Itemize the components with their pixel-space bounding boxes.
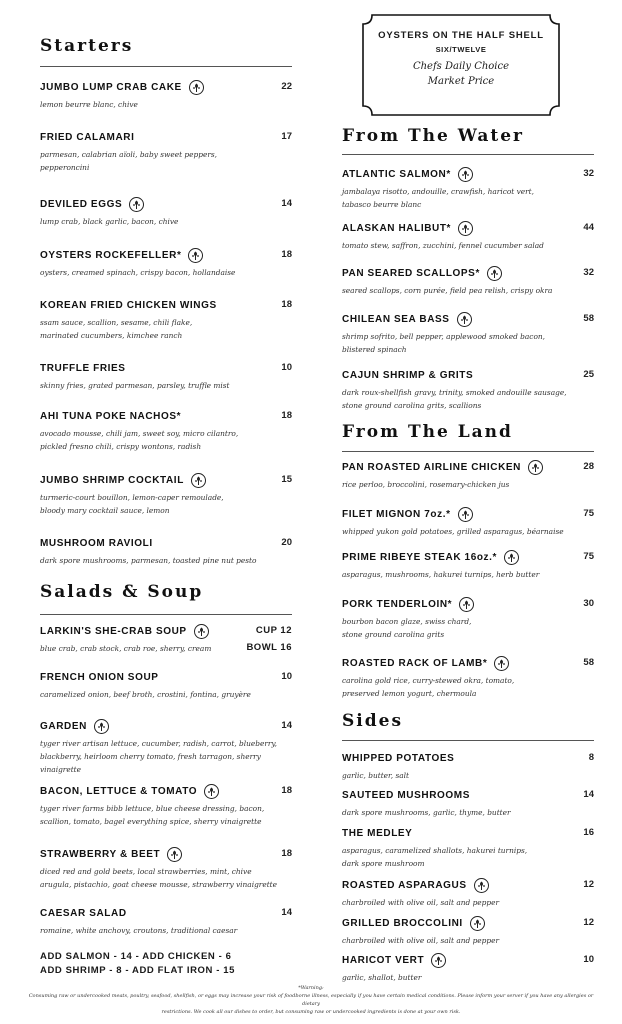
menu-item-price: 44 <box>583 222 594 233</box>
menu-item-description <box>342 934 594 947</box>
menu-item-price: 58 <box>583 657 594 668</box>
menu-item-name-text: PAN SEARED SCALLOPS* <box>342 267 480 279</box>
menu-item-description <box>342 525 594 538</box>
menu-item-description <box>342 568 594 581</box>
description-line: dark spore mushroom <box>342 859 425 868</box>
description-line: caramelized onion, beef broth, crostini, fontina, gruyère <box>40 690 251 699</box>
description-line: tabasco beurre blanc <box>342 200 422 209</box>
menu-item-name <box>342 597 594 611</box>
menu-item-name <box>342 953 594 967</box>
description-line: arugula, pistachio, goat cheese mousse, strawberry vinaigrette <box>40 880 278 889</box>
menu-item-name-text: KOREAN FRIED CHICKEN WINGS <box>40 299 217 311</box>
menu-item-description <box>342 674 594 700</box>
menu-item-name-text: JUMBO SHRIMP COCKTAIL <box>40 474 184 486</box>
menu-item-name <box>342 878 594 892</box>
menu-item-name-text: DEVILED EGGS <box>40 198 123 210</box>
warning-line: Consuming raw or undercooked meats, poultry, seafood, shellfish, or eggs may increase your risk of foodborne illness, especially if you have certain medical conditions. Please inform your server if you have any allergies or dietary <box>28 993 594 1007</box>
menu-item-name-text: LARKIN'S SHE-CRAB SOUP <box>40 625 187 637</box>
menu-item-description <box>342 896 594 909</box>
menu-item-name <box>40 80 292 94</box>
salads-divider <box>40 614 292 615</box>
water-divider <box>342 154 594 155</box>
gluten-free-icon <box>188 248 203 263</box>
menu-item <box>40 473 292 517</box>
menu-item-description <box>342 806 594 819</box>
description-line: preserved lemon yogurt, chermoula <box>342 689 477 698</box>
menu-item-price: 28 <box>583 461 594 472</box>
menu-item-name-text: ROASTED ASPARAGUS <box>342 879 467 891</box>
menu-item-price: 32 <box>583 267 594 278</box>
menu-item-description <box>40 98 292 111</box>
menu-item <box>342 953 594 984</box>
description-line: shrimp sofrito, bell pepper, applewood smoked bacon, <box>342 332 545 341</box>
menu-item-name-text: CHILEAN SEA BASS <box>342 313 450 325</box>
menu-item <box>342 751 594 782</box>
description-line: marinated cucumbers, kimchee ranch <box>40 331 183 340</box>
menu-item-price: 75 <box>583 508 594 519</box>
menu-item <box>342 312 594 356</box>
gluten-free-icon <box>504 550 519 565</box>
warning-title: *Warning: <box>298 985 324 991</box>
menu-item-name <box>342 916 594 930</box>
description-line: oysters, creamed spinach, crispy bacon, hollandaise <box>40 268 236 277</box>
description-line: carolina gold rice, curry-stewed okra, tomato, <box>342 676 515 685</box>
menu-item-price: 25 <box>583 369 594 380</box>
description-line: dark spore mushrooms, garlic, thyme, butter <box>342 808 511 817</box>
menu-item-name <box>40 719 292 733</box>
gluten-free-icon <box>470 916 485 931</box>
menu-item-name-text: TRUFFLE FRIES <box>40 362 126 374</box>
starters-divider <box>40 66 292 67</box>
gluten-free-icon <box>458 167 473 182</box>
menu-item-name-text: ROASTED RACK OF LAMB* <box>342 657 488 669</box>
menu-item-price: 20 <box>281 537 292 548</box>
menu-item-name-text: GARDEN <box>40 720 87 732</box>
menu-item-name-text: FRENCH ONION SOUP <box>40 671 159 683</box>
allergy-warning <box>20 984 602 1016</box>
menu-item-name-text: PAN ROASTED AIRLINE CHICKEN <box>342 461 521 473</box>
menu-item <box>40 670 292 701</box>
salads-title: Salads & Soup <box>40 582 204 602</box>
menu-item <box>342 788 594 819</box>
description-line: tomato stew, saffron, zucchini, fennel cucumber salad <box>342 241 544 250</box>
description-line: lemon beurre blanc, chive <box>40 100 138 109</box>
menu-item-description <box>40 554 292 567</box>
menu-item-price: 18 <box>281 410 292 421</box>
oysters-market-price: Market Price <box>427 76 495 87</box>
gluten-free-icon <box>431 953 446 968</box>
oysters-text <box>362 14 560 87</box>
menu-item-name <box>342 656 594 670</box>
gluten-free-icon <box>189 80 204 95</box>
menu-item-name-text: PRIME RIBEYE STEAK 16oz.* <box>342 551 498 563</box>
description-line: charbroiled with olive oil, salt and pepper <box>342 936 500 945</box>
menu-item-name-text: JUMBO LUMP CRAB CAKE <box>40 81 182 93</box>
description-line: pickled fresno chili, crispy wontons, radish <box>40 442 202 451</box>
menu-item <box>342 916 594 947</box>
gluten-free-icon <box>457 312 472 327</box>
menu-item-name <box>40 298 292 312</box>
menu-item-name-text: PORK TENDERLOIN* <box>342 598 453 610</box>
gluten-free-icon <box>191 473 206 488</box>
soup-cup-price: CUP 12 <box>255 625 292 636</box>
description-line: dark spore mushrooms, parmesan, toasted pine nut pesto <box>40 556 257 565</box>
description-line: dark roux-shellfish gravy, trinity, smoked andouille sausage, <box>342 388 567 397</box>
menu-item-name-text: WHIPPED POTATOES <box>342 752 455 764</box>
menu-item <box>40 361 292 392</box>
menu-item-description <box>342 239 594 252</box>
warning-line: restrictions. We cook all our dishes to order, but consuming raw or undercooked ingredients is done at your own risk. <box>161 1009 461 1015</box>
addons <box>40 950 235 978</box>
menu-item-name-text: BACON, LETTUCE & TOMATO <box>40 785 198 797</box>
menu-item-description <box>342 330 594 356</box>
sides-divider <box>342 740 594 741</box>
menu-item <box>40 248 292 279</box>
gluten-free-icon <box>129 197 144 212</box>
oysters-choice: Chefs Daily Choice <box>412 61 510 72</box>
menu-item <box>342 266 594 297</box>
gluten-free-icon <box>494 656 509 671</box>
gluten-free-icon <box>458 507 473 522</box>
description-line: asparagus, caramelized shallots, hakurei turnips, <box>342 846 528 855</box>
menu-item-description <box>40 688 292 701</box>
menu-item-name <box>40 536 292 550</box>
menu-item-name <box>40 130 292 144</box>
description-line: whipped yukon gold potatoes, grilled asparagus, béarnaise <box>342 527 564 536</box>
menu-item-price: 14 <box>583 789 594 800</box>
oysters-title: OYSTERS ON THE HALF SHELL <box>378 30 544 41</box>
description-line: blistered spinach <box>342 345 407 354</box>
description-line: bloody mary cocktail sauce, lemon <box>40 506 170 515</box>
menu-item-name <box>342 826 594 840</box>
menu-item-description <box>40 802 292 828</box>
menu-item-description <box>342 478 594 491</box>
menu-item-name-text: ATLANTIC SALMON* <box>342 168 451 180</box>
menu-item-price: 22 <box>281 81 292 92</box>
menu-item <box>342 167 594 211</box>
menu-item-name <box>342 751 594 765</box>
menu-item-description <box>40 379 292 392</box>
menu-item-name-text: OYSTERS ROCKEFELLER* <box>40 249 182 261</box>
menu-item-price: 58 <box>583 313 594 324</box>
menu-item-description <box>40 148 292 174</box>
menu-item <box>40 784 292 828</box>
land-divider <box>342 451 594 452</box>
description-line: charbroiled with olive oil, salt and pepper <box>342 898 500 907</box>
soup-bowl-price: BOWL 16 <box>246 642 292 653</box>
menu-item-name-text: CAESAR SALAD <box>40 907 127 919</box>
description-line: skinny fries, grated parmesan, parsley, truffle mist <box>40 381 230 390</box>
description-line: tyger river artisan lettuce, cucumber, radish, carrot, blueberry, <box>40 739 277 748</box>
menu-item-description <box>342 971 594 984</box>
description-line: jambalaya risotto, andouille, crawfish, haricot vert, <box>342 187 534 196</box>
menu-item-description <box>40 924 292 937</box>
description-line: blue crab, crab stock, crab roe, sherry, cream <box>40 644 212 653</box>
menu-item-name-text: STRAWBERRY & BEET <box>40 848 161 860</box>
description-line: garlic, butter, salt <box>342 771 409 780</box>
menu-item-name <box>40 473 292 487</box>
menu-item <box>342 460 594 491</box>
menu-item-name <box>342 507 594 521</box>
menu-item-name <box>40 784 292 798</box>
menu-item-name <box>342 167 594 181</box>
menu-item-name <box>342 312 594 326</box>
menu-item <box>40 130 292 174</box>
gluten-free-icon <box>204 784 219 799</box>
description-line: stone ground carolina grits, scallions <box>342 401 482 410</box>
menu-item-price: 18 <box>281 848 292 859</box>
menu-item-name <box>40 409 292 423</box>
menu-item <box>40 847 292 891</box>
description-line: garlic, shallot, butter <box>342 973 422 982</box>
menu-item-price: 10 <box>583 954 594 965</box>
menu-item <box>342 597 594 641</box>
gluten-free-icon <box>459 597 474 612</box>
description-line: tyger river farms bibb lettuce, blue cheese dressing, bacon, <box>40 804 265 813</box>
menu-item-name-text: FRIED CALAMARI <box>40 131 135 143</box>
menu-item-name-text: HARICOT VERT <box>342 954 425 966</box>
menu-item-name <box>40 197 292 211</box>
menu-item <box>40 298 292 342</box>
menu-item-name-text: GRILLED BROCCOLINI <box>342 917 463 929</box>
menu-item-name-text: CAJUN SHRIMP & GRITS <box>342 369 474 381</box>
menu-item-name-text: FILET MIGNON 7oz.* <box>342 508 451 520</box>
description-line: bourbon bacon glaze, swiss chard, <box>342 617 472 626</box>
addon-line: ADD SALMON - 14 - ADD CHICKEN - 6 <box>40 951 232 962</box>
menu-item-name <box>40 847 292 861</box>
menu-item-name-text: SAUTEED MUSHROOMS <box>342 789 470 801</box>
description-line: seared scallops, corn purée, field pea relish, crispy okra <box>342 286 553 295</box>
menu-item <box>342 878 594 909</box>
menu-item-price: 14 <box>281 907 292 918</box>
description-line: parmesan, calabrian aïoli, baby sweet peppers, <box>40 150 218 159</box>
description-line: blackberry, heirloom cherry tomato, fresh tarragon, sherry vinaigrette <box>40 752 261 774</box>
gluten-free-icon <box>194 624 209 639</box>
menu-item-price: 14 <box>281 720 292 731</box>
menu-item-name <box>342 368 594 382</box>
oysters-price: SIX/TWELVE <box>435 45 487 54</box>
menu-item <box>342 826 594 870</box>
menu-item <box>342 550 594 581</box>
description-line: asparagus, mushrooms, hakurei turnips, herb butter <box>342 570 540 579</box>
addon-line: ADD SHRIMP - 8 - ADD FLAT IRON - 15 <box>40 965 235 976</box>
menu-item-description <box>342 284 594 297</box>
menu-item-price: 15 <box>281 474 292 485</box>
menu-item-name <box>342 460 594 474</box>
menu-item <box>342 656 594 700</box>
menu-item-description <box>40 427 292 453</box>
menu-item-description <box>40 316 292 342</box>
menu-item <box>40 409 292 453</box>
land-title: From The Land <box>342 422 513 442</box>
menu-item-description <box>342 769 594 782</box>
menu-item-name <box>342 788 594 802</box>
menu-item-name <box>342 266 594 280</box>
menu-item-price: 18 <box>281 249 292 260</box>
menu-item-name <box>40 906 292 920</box>
gluten-free-icon <box>167 847 182 862</box>
menu-item-price: 10 <box>281 671 292 682</box>
description-line: stone ground carolina grits <box>342 630 445 639</box>
gluten-free-icon <box>94 719 109 734</box>
description-line: turmeric-court bouillon, lemon-caper remoulade, <box>40 493 224 502</box>
menu-item-price: 32 <box>583 168 594 179</box>
description-line: lump crab, black garlic, bacon, chive <box>40 217 179 226</box>
gluten-free-icon <box>474 878 489 893</box>
menu-item-description <box>40 215 292 228</box>
menu-item-name <box>40 248 292 262</box>
description-line: romaine, white anchovy, croutons, traditional caesar <box>40 926 238 935</box>
menu-item <box>40 536 292 567</box>
menu-item-price: 12 <box>583 879 594 890</box>
menu-item-description <box>342 386 594 412</box>
menu-item-price: 14 <box>281 198 292 209</box>
menu-item-price: 18 <box>281 785 292 796</box>
menu-item <box>40 197 292 228</box>
description-line: ssam sauce, scallion, sesame, chili flake, <box>40 318 193 327</box>
description-line: avocado mousse, chili jam, sweet soy, micro cilantro, <box>40 429 239 438</box>
description-line: diced red and gold beets, local strawberries, mint, chive <box>40 867 252 876</box>
menu-item <box>40 719 292 776</box>
menu-item-name <box>342 550 594 564</box>
menu-item-description <box>40 491 292 517</box>
menu-item-name-text: ALASKAN HALIBUT* <box>342 222 452 234</box>
menu-item-description <box>342 615 594 641</box>
gluten-free-icon <box>528 460 543 475</box>
menu-item-price: 30 <box>583 598 594 609</box>
menu-item-price: 10 <box>281 362 292 373</box>
menu-item-price: 17 <box>281 131 292 142</box>
menu-item-name <box>40 624 292 638</box>
menu-item-description <box>40 737 292 776</box>
menu-item-description <box>342 185 594 211</box>
description-line: pepperoncini <box>40 163 90 172</box>
starters-title: Starters <box>40 36 134 56</box>
menu-item <box>40 906 292 937</box>
menu-item-price: 16 <box>583 827 594 838</box>
menu-item-name-text: AHI TUNA POKE NACHOS* <box>40 410 182 422</box>
menu-item-name-text: THE MEDLEY <box>342 827 413 839</box>
description-line: rice perloo, broccolini, rosemary-chicken jus <box>342 480 510 489</box>
menu-item-name <box>342 221 594 235</box>
menu-item-price: 18 <box>281 299 292 310</box>
menu-item-name-text: MUSHROOM RAVIOLI <box>40 537 153 549</box>
menu-item-description <box>40 266 292 279</box>
menu-item <box>342 507 594 538</box>
sides-title: Sides <box>342 711 404 731</box>
oysters-box <box>362 14 560 116</box>
water-title: From The Water <box>342 126 524 146</box>
menu-item-description <box>40 865 292 891</box>
menu-item <box>342 221 594 252</box>
gluten-free-icon <box>458 221 473 236</box>
description-line: scallion, tomato, bagel everything spice, sherry vinaigrette <box>40 817 262 826</box>
menu-item <box>342 368 594 412</box>
menu-item <box>40 80 292 111</box>
gluten-free-icon <box>487 266 502 281</box>
menu-item-description <box>342 844 594 870</box>
menu-item-price: 12 <box>583 917 594 928</box>
menu-item-price: 75 <box>583 551 594 562</box>
menu-item-name <box>40 670 292 684</box>
menu-item-name <box>40 361 292 375</box>
menu-item-price: 8 <box>588 752 594 763</box>
